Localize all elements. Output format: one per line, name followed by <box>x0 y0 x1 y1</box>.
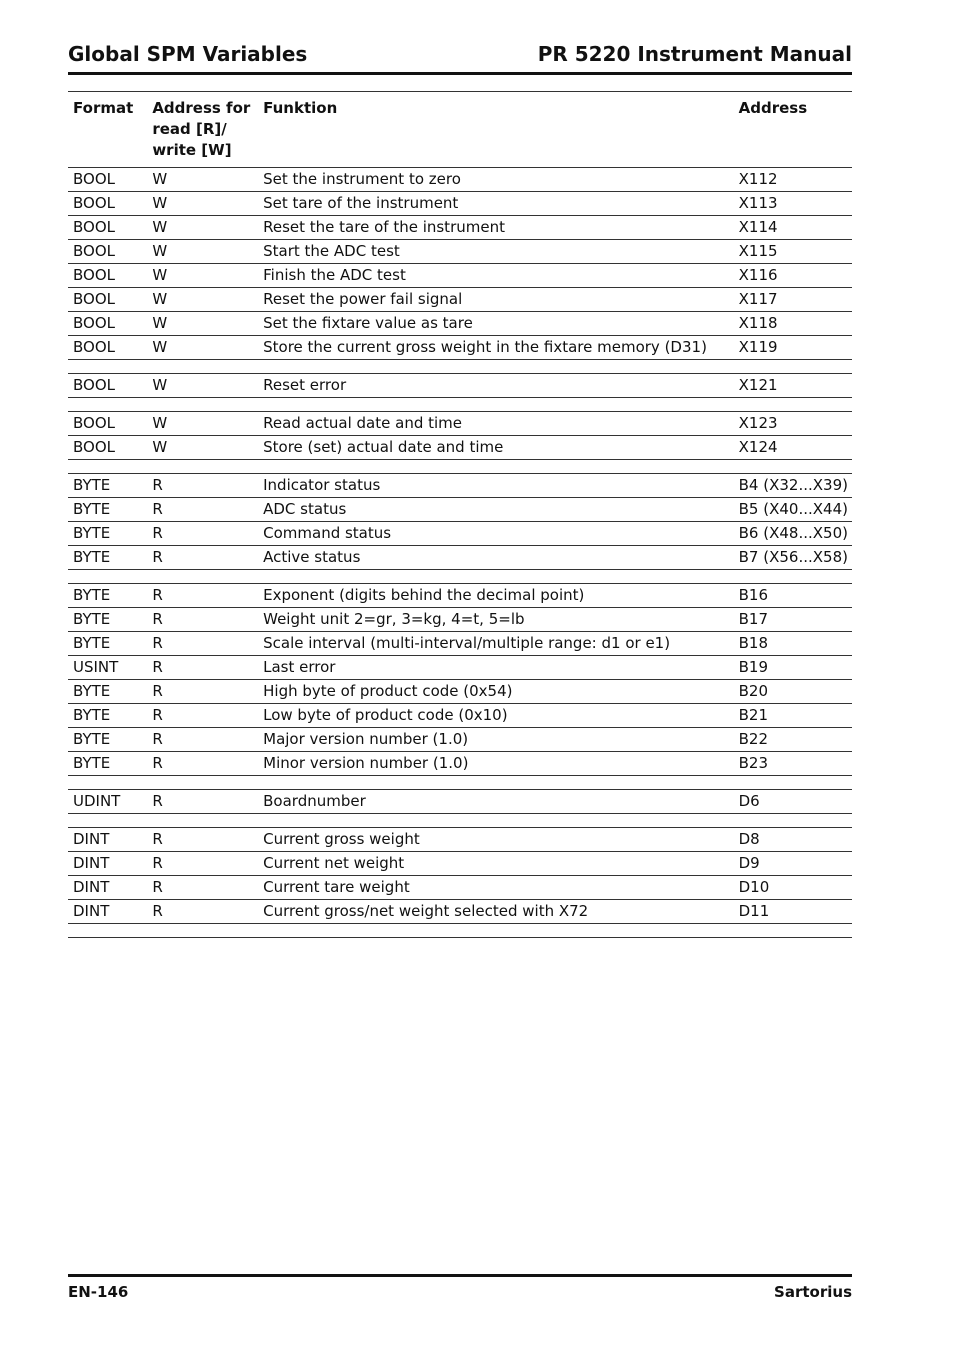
table-row <box>68 752 852 776</box>
cell-address: B23 <box>734 752 852 776</box>
table-row <box>68 168 852 192</box>
cell-function: Reset the power fail signal <box>258 288 734 312</box>
cell-access: R <box>147 680 258 704</box>
cell-address: B16 <box>734 584 852 608</box>
group-separator-cell <box>68 360 852 374</box>
cell-function: Active status <box>258 546 734 570</box>
cell-address: D10 <box>734 876 852 900</box>
cell-format: UDINT <box>68 790 147 814</box>
cell-format: BYTE <box>68 608 147 632</box>
cell-function: Start the ADC test <box>258 240 734 264</box>
table-row <box>68 336 852 360</box>
table-row <box>68 876 852 900</box>
cell-format: BOOL <box>68 288 147 312</box>
group-separator <box>68 360 852 374</box>
cell-format: BOOL <box>68 336 147 360</box>
table-row <box>68 312 852 336</box>
table-row <box>68 474 852 498</box>
cell-format: BYTE <box>68 728 147 752</box>
cell-address: B6 (X48...X50) <box>734 522 852 546</box>
table-row <box>68 608 852 632</box>
cell-access: R <box>147 474 258 498</box>
cell-function: Low byte of product code (0x10) <box>258 704 734 728</box>
cell-access: R <box>147 546 258 570</box>
cell-format: BOOL <box>68 436 147 460</box>
cell-format: BYTE <box>68 522 147 546</box>
cell-format: BYTE <box>68 704 147 728</box>
cell-format: BYTE <box>68 584 147 608</box>
cell-access: R <box>147 632 258 656</box>
table-row <box>68 632 852 656</box>
cell-format: BOOL <box>68 264 147 288</box>
cell-format: BOOL <box>68 216 147 240</box>
cell-format: BOOL <box>68 168 147 192</box>
cell-format: BOOL <box>68 312 147 336</box>
cell-address: X114 <box>734 216 852 240</box>
page-number: EN-146 <box>68 1283 129 1301</box>
cell-access: R <box>147 790 258 814</box>
cell-format: BYTE <box>68 680 147 704</box>
cell-address: X113 <box>734 192 852 216</box>
cell-function: Finish the ADC test <box>258 264 734 288</box>
cell-function: Indicator status <box>258 474 734 498</box>
cell-access: W <box>147 374 258 398</box>
cell-address: X112 <box>734 168 852 192</box>
table-body <box>68 168 852 938</box>
cell-address: B5 (X40...X44) <box>734 498 852 522</box>
cell-address: B17 <box>734 608 852 632</box>
column-header-function: Funktion <box>258 92 734 168</box>
cell-access: R <box>147 608 258 632</box>
table-row <box>68 288 852 312</box>
table-row <box>68 728 852 752</box>
cell-format: BYTE <box>68 546 147 570</box>
cell-function: Current net weight <box>258 852 734 876</box>
cell-address: B19 <box>734 656 852 680</box>
cell-access: W <box>147 168 258 192</box>
cell-function: Set the fixtare value as tare <box>258 312 734 336</box>
group-separator-cell <box>68 570 852 584</box>
cell-access: R <box>147 584 258 608</box>
cell-format: BYTE <box>68 498 147 522</box>
cell-format: DINT <box>68 876 147 900</box>
cell-address: X124 <box>734 436 852 460</box>
cell-format: BOOL <box>68 374 147 398</box>
cell-address: X119 <box>734 336 852 360</box>
section-title: Global SPM Variables <box>68 42 308 66</box>
group-separator <box>68 570 852 584</box>
cell-function: Reset the tare of the instrument <box>258 216 734 240</box>
cell-access: R <box>147 752 258 776</box>
cell-address: B20 <box>734 680 852 704</box>
cell-access: R <box>147 900 258 924</box>
group-separator <box>68 924 852 938</box>
cell-access: W <box>147 436 258 460</box>
cell-function: Current gross/net weight selected with X72 <box>258 900 734 924</box>
cell-function: Minor version number (1.0) <box>258 752 734 776</box>
table-row <box>68 374 852 398</box>
cell-format: DINT <box>68 852 147 876</box>
cell-format: DINT <box>68 828 147 852</box>
cell-address: B4 (X32...X39) <box>734 474 852 498</box>
cell-access: W <box>147 412 258 436</box>
cell-address: X121 <box>734 374 852 398</box>
cell-function: Scale interval (multi-interval/multiple range: d1 or e1) <box>258 632 734 656</box>
spm-variables-table <box>68 91 852 938</box>
cell-access: R <box>147 876 258 900</box>
cell-function: Boardnumber <box>258 790 734 814</box>
group-separator-cell <box>68 924 852 938</box>
cell-access: W <box>147 216 258 240</box>
cell-function: Set the instrument to zero <box>258 168 734 192</box>
cell-address: X118 <box>734 312 852 336</box>
cell-format: BOOL <box>68 240 147 264</box>
cell-address: X115 <box>734 240 852 264</box>
cell-access: R <box>147 828 258 852</box>
cell-access: W <box>147 336 258 360</box>
table-row <box>68 656 852 680</box>
page-header <box>68 40 852 75</box>
cell-format: DINT <box>68 900 147 924</box>
table-row <box>68 498 852 522</box>
cell-function: Exponent (digits behind the decimal point) <box>258 584 734 608</box>
cell-access: R <box>147 656 258 680</box>
cell-access: R <box>147 728 258 752</box>
table-row <box>68 192 852 216</box>
cell-access: W <box>147 264 258 288</box>
cell-access: W <box>147 288 258 312</box>
group-separator <box>68 776 852 790</box>
cell-access: R <box>147 498 258 522</box>
table-row <box>68 584 852 608</box>
table-row <box>68 216 852 240</box>
column-header-address: Address <box>734 92 852 168</box>
cell-address: D9 <box>734 852 852 876</box>
column-header-access: Address for read [R]/ write [W] <box>147 92 258 168</box>
page-footer <box>68 1274 852 1305</box>
cell-function: Store (set) actual date and time <box>258 436 734 460</box>
table-row <box>68 436 852 460</box>
cell-function: Current gross weight <box>258 828 734 852</box>
cell-access: R <box>147 522 258 546</box>
cell-address: B22 <box>734 728 852 752</box>
group-separator-cell <box>68 398 852 412</box>
cell-format: BYTE <box>68 752 147 776</box>
group-separator-cell <box>68 776 852 790</box>
cell-address: B7 (X56...X58) <box>734 546 852 570</box>
cell-access: R <box>147 704 258 728</box>
cell-access: W <box>147 192 258 216</box>
cell-function: Read actual date and time <box>258 412 734 436</box>
table-row <box>68 240 852 264</box>
table-row <box>68 704 852 728</box>
cell-function: Reset error <box>258 374 734 398</box>
cell-access: W <box>147 312 258 336</box>
cell-address: D11 <box>734 900 852 924</box>
cell-function: Major version number (1.0) <box>258 728 734 752</box>
table-row <box>68 412 852 436</box>
cell-format: USINT <box>68 656 147 680</box>
cell-format: BOOL <box>68 412 147 436</box>
cell-address: X123 <box>734 412 852 436</box>
cell-function: High byte of product code (0x54) <box>258 680 734 704</box>
group-separator-cell <box>68 814 852 828</box>
table-row <box>68 852 852 876</box>
cell-function: Store the current gross weight in the fixtare memory (D31) <box>258 336 734 360</box>
cell-address: B18 <box>734 632 852 656</box>
table-row <box>68 900 852 924</box>
cell-format: BYTE <box>68 632 147 656</box>
manual-title: PR 5220 Instrument Manual <box>537 42 852 66</box>
group-separator <box>68 398 852 412</box>
table-row <box>68 828 852 852</box>
table-row <box>68 264 852 288</box>
cell-address: B21 <box>734 704 852 728</box>
cell-address: X116 <box>734 264 852 288</box>
cell-function: ADC status <box>258 498 734 522</box>
cell-function: Set tare of the instrument <box>258 192 734 216</box>
table-header-row <box>68 92 852 168</box>
cell-function: Last error <box>258 656 734 680</box>
group-separator <box>68 460 852 474</box>
table-row <box>68 790 852 814</box>
cell-format: BYTE <box>68 474 147 498</box>
cell-access: W <box>147 240 258 264</box>
column-header-format: Format <box>68 92 147 168</box>
table-row <box>68 680 852 704</box>
cell-address: D6 <box>734 790 852 814</box>
table-row <box>68 546 852 570</box>
cell-address: X117 <box>734 288 852 312</box>
cell-function: Current tare weight <box>258 876 734 900</box>
cell-access: R <box>147 852 258 876</box>
table-row <box>68 522 852 546</box>
cell-function: Command status <box>258 522 734 546</box>
group-separator <box>68 814 852 828</box>
company-name: Sartorius <box>774 1283 852 1301</box>
group-separator-cell <box>68 460 852 474</box>
cell-function: Weight unit 2=gr, 3=kg, 4=t, 5=lb <box>258 608 734 632</box>
cell-address: D8 <box>734 828 852 852</box>
cell-format: BOOL <box>68 192 147 216</box>
